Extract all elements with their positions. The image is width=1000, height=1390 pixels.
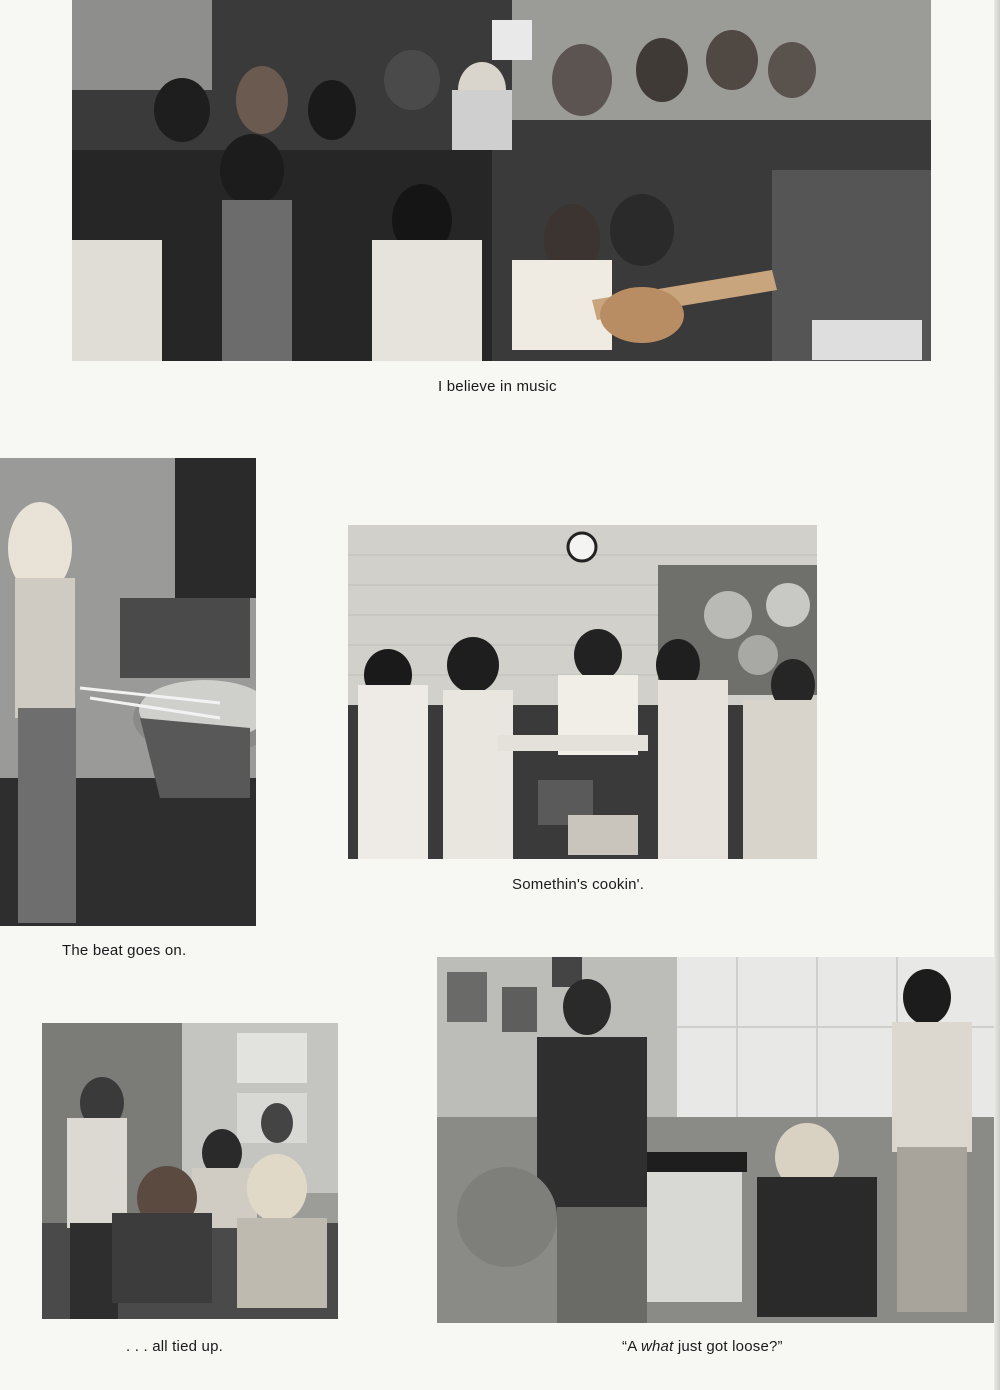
- photo-tied-up: [42, 1023, 338, 1319]
- photo-music-class: [72, 0, 931, 361]
- photo-percussion: [0, 458, 256, 926]
- caption-cooking: Somethin's cookin'.: [512, 876, 645, 893]
- caption-tied: . . . all tied up.: [126, 1338, 223, 1355]
- caption-music: I believe in music: [438, 378, 557, 395]
- caption-beat: The beat goes on.: [62, 942, 187, 959]
- caption-loose-suffix: just got loose?”: [673, 1338, 783, 1355]
- photo-science-lab: [437, 957, 995, 1323]
- caption-loose: [622, 1338, 783, 1355]
- caption-loose-prefix: “A: [622, 1338, 641, 1355]
- photo-kitchen: [348, 525, 817, 859]
- caption-loose-emphasis: what: [640, 1338, 674, 1355]
- page-edge-shadow: [994, 0, 1000, 1390]
